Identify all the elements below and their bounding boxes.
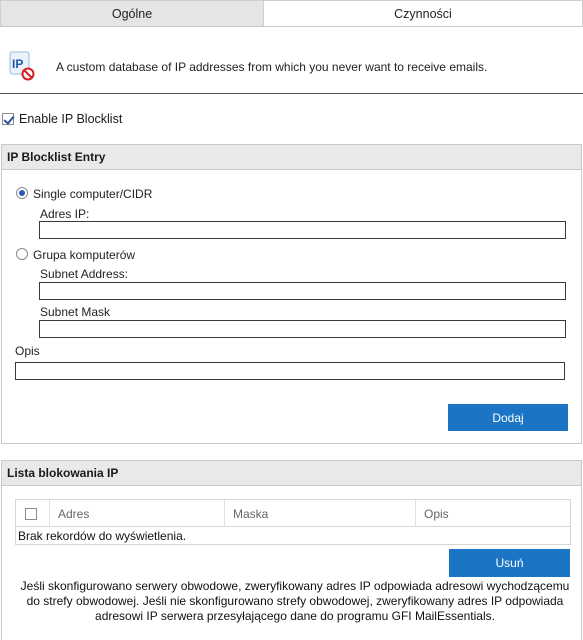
tab-actions[interactable]: Czynności xyxy=(264,0,583,26)
select-all-cell xyxy=(16,500,50,527)
single-computer-label: Single computer/CIDR xyxy=(33,187,153,201)
entry-panel-title: IP Blocklist Entry xyxy=(2,145,581,170)
ip-blocklist-list-panel xyxy=(1,460,582,640)
subnet-mask-input[interactable] xyxy=(39,320,566,338)
enable-ip-blocklist-row[interactable] xyxy=(2,112,122,126)
description-label: Opis xyxy=(15,344,40,358)
svg-text:IP: IP xyxy=(12,57,24,71)
ip-address-input[interactable] xyxy=(39,221,566,239)
enable-ip-blocklist-checkbox[interactable] xyxy=(2,113,14,125)
ip-blocklist-entry-panel xyxy=(1,144,582,444)
intro-section xyxy=(0,28,583,94)
computer-group-radio[interactable] xyxy=(16,248,28,260)
remove-button[interactable]: Usuń xyxy=(449,549,570,577)
perimeter-note: Jeśli skonfigurowano serwery obwodowe, zweryfikowany adres IP odpowiada adresowi wychodzącemu do strefy obwodowej. Jeśli nie skonfigurowano strefy obwodowej, zweryfikowany adres IP odpowiada adresowi IP serwera przesyłającego dane do programu GFI MailEssentials. xyxy=(20,579,570,623)
blocklist-table xyxy=(15,499,571,545)
intro-description: A custom database of IP addresses from which you never want to receive emails. xyxy=(56,60,488,74)
subnet-address-input[interactable] xyxy=(39,282,566,300)
ip-address-label: Adres IP: xyxy=(40,207,90,221)
computer-group-label: Grupa komputerów xyxy=(33,248,136,262)
table-header xyxy=(16,500,570,527)
column-header-mask[interactable]: Maska xyxy=(225,500,416,527)
subnet-address-label: Subnet Address: xyxy=(40,267,129,281)
tab-general[interactable]: Ogólne xyxy=(0,0,264,26)
enable-ip-blocklist-label: Enable IP Blocklist xyxy=(19,112,123,126)
subnet-mask-label: Subnet Mask xyxy=(40,305,111,319)
description-input[interactable] xyxy=(15,362,565,380)
column-header-description[interactable]: Opis xyxy=(424,506,449,521)
single-computer-radio[interactable] xyxy=(16,187,28,199)
tab-bar xyxy=(0,0,583,27)
select-all-checkbox[interactable] xyxy=(25,508,37,520)
column-header-address[interactable]: Adres xyxy=(50,500,225,527)
ip-blocklist-icon xyxy=(9,51,35,81)
list-panel-title: Lista blokowania IP xyxy=(2,461,581,486)
empty-table-message: Brak rekordów do wyświetlenia. xyxy=(18,529,187,543)
add-button[interactable]: Dodaj xyxy=(448,404,568,431)
